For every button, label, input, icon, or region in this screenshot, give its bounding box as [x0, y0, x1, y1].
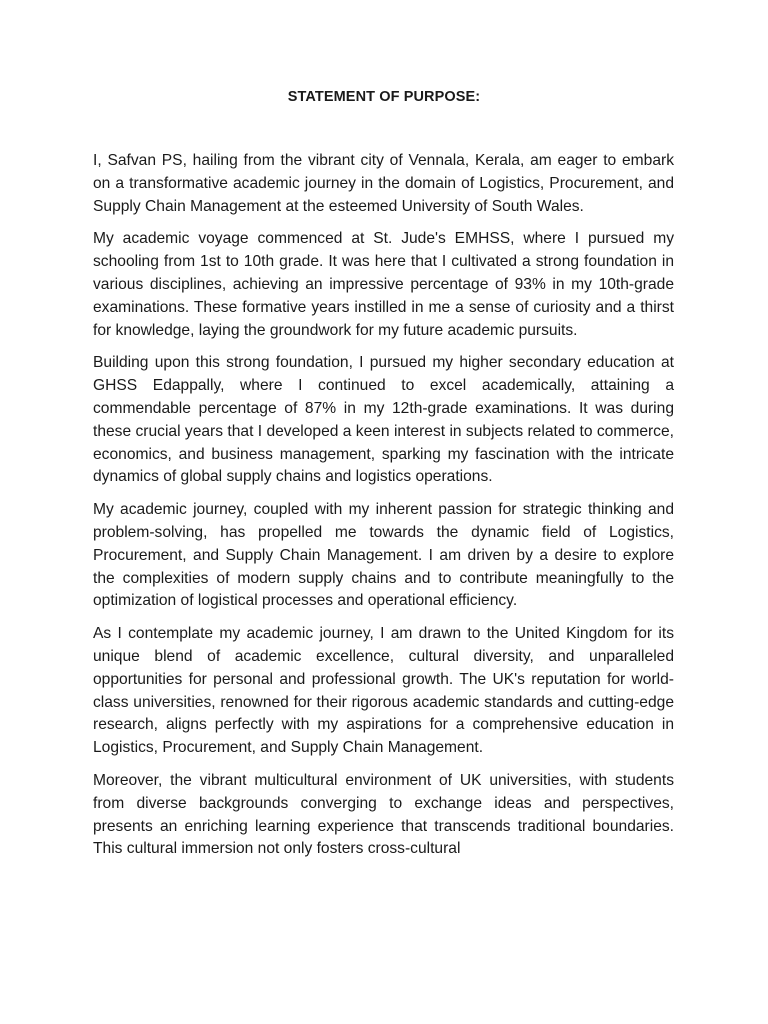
paragraph-why-uk: As I contemplate my academic journey, I am drawn to the United Kingdom for its unique blend of academic excellence, cultural diversity, and unparalleled opportunities for personal and professional growth. The UK's reputation for world-class universities, renowned for their rigorous academic standards and cutting-edge research, aligns perfectly with my aspirations for a comprehensive education in Logistics, Procurement, and Supply Chain Management.	[93, 625, 674, 757]
document-body	[93, 150, 674, 871]
paragraph-multicultural: Moreover, the vibrant multicultural environment of UK universities, with students from diverse backgrounds converging to exchange ideas and perspectives, presents an enriching learning experience that transcends traditional boundaries. This cultural immersion not only fosters cross-cultural	[93, 771, 674, 858]
paragraph-higher-secondary: Building upon this strong foundation, I pursued my higher secondary education at GHSS Edappally, where I continued to excel academically, attaining a commendable percentage of 87% in my 12th-grade examinations. It was during these crucial years that I developed a keen interest in subjects related to commerce, economics, and business management, sparking my fascination with the intricate dynamics of global supply chains and logistics operations.	[93, 354, 674, 486]
paragraph-schooling: My academic voyage commenced at St. Jude's EMHSS, where I pursued my schooling from 1st to 10th grade. It was here that I cultivated a strong foundation in various disciplines, achieving an impressive percentage of 93% in my 10th-grade examinations. These formative years instilled in me a sense of curiosity and a thirst for knowledge, laying the groundwork for my future academic pursuits.	[93, 230, 674, 339]
paragraph-introduction: I, Safvan PS, hailing from the vibrant city of Vennala, Kerala, am eager to embark on a transformative academic journey in the domain of Logistics, Procurement, and Supply Chain Management at the esteemed University of South Wales.	[93, 152, 674, 215]
paragraph-motivation: My academic journey, coupled with my inherent passion for strategic thinking and problem-solving, has propelled me towards the dynamic field of Logistics, Procurement, and Supply Chain Management. I am driven by a desire to explore the complexities of modern supply chains and to contribute meaningfully to the optimization of logistical processes and operational efficiency.	[93, 501, 674, 610]
document-title: STATEMENT OF PURPOSE:	[287, 89, 481, 105]
